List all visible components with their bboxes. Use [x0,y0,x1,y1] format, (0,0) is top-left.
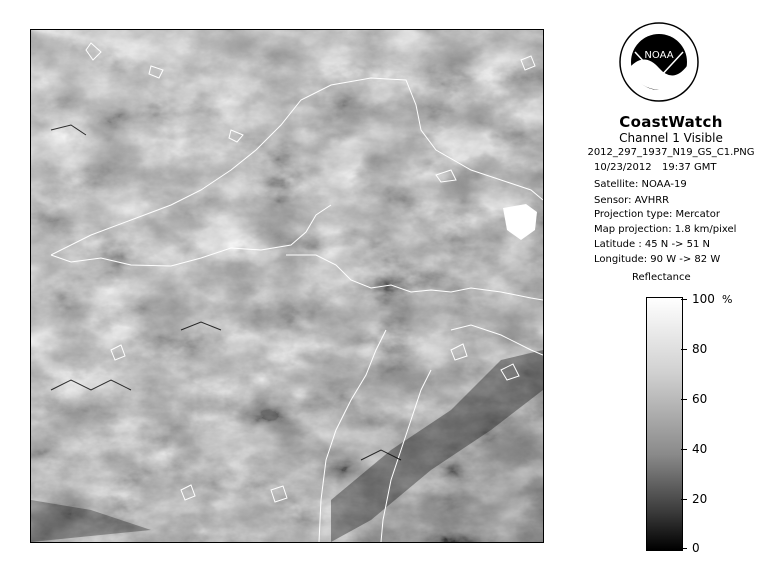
colorbar-label-20: 20 [692,492,708,506]
reflectance-colorbar [646,297,683,551]
satellite-label: Satellite: NOAA-19 [594,179,687,190]
sensor-label: Sensor: AVHRR [594,195,670,206]
colorbar-tick [681,349,687,350]
colorbar-label-0: 0 [692,541,700,555]
noaa-logo [619,22,699,102]
colorbar-tick [681,449,687,450]
colorbar-label-60: 60 [692,392,708,406]
legend-title: Reflectance [632,272,691,283]
image-time: 19:37 GMT [662,162,717,173]
projection-type-label: Projection type: Mercator [594,209,720,220]
image-date: 10/23/2012 [594,162,652,173]
satellite-image[interactable] [30,29,544,543]
file-name: 2012_297_1937_N19_GS_C1.PNG [587,147,755,158]
logo-center-text: NOAA [644,50,674,61]
colorbar-tick [681,399,687,400]
legend-unit: % [722,293,733,306]
colorbar-label-80: 80 [692,342,708,356]
colorbar-tick [681,299,687,300]
latitude-label: Latitude : 45 N -> 51 N [594,239,710,250]
map-projection-label: Map projection: 1.8 km/pixel [594,224,737,235]
channel-label: Channel 1 Visible [619,131,723,145]
colorbar-label-100: 100 [692,292,715,306]
colorbar-label-40: 40 [692,442,708,456]
longitude-label: Longitude: 90 W -> 82 W [594,254,721,265]
colorbar-tick [681,499,687,500]
reflectance-map [31,30,543,542]
product-title: CoastWatch [619,113,723,131]
colorbar-tick [681,548,687,549]
